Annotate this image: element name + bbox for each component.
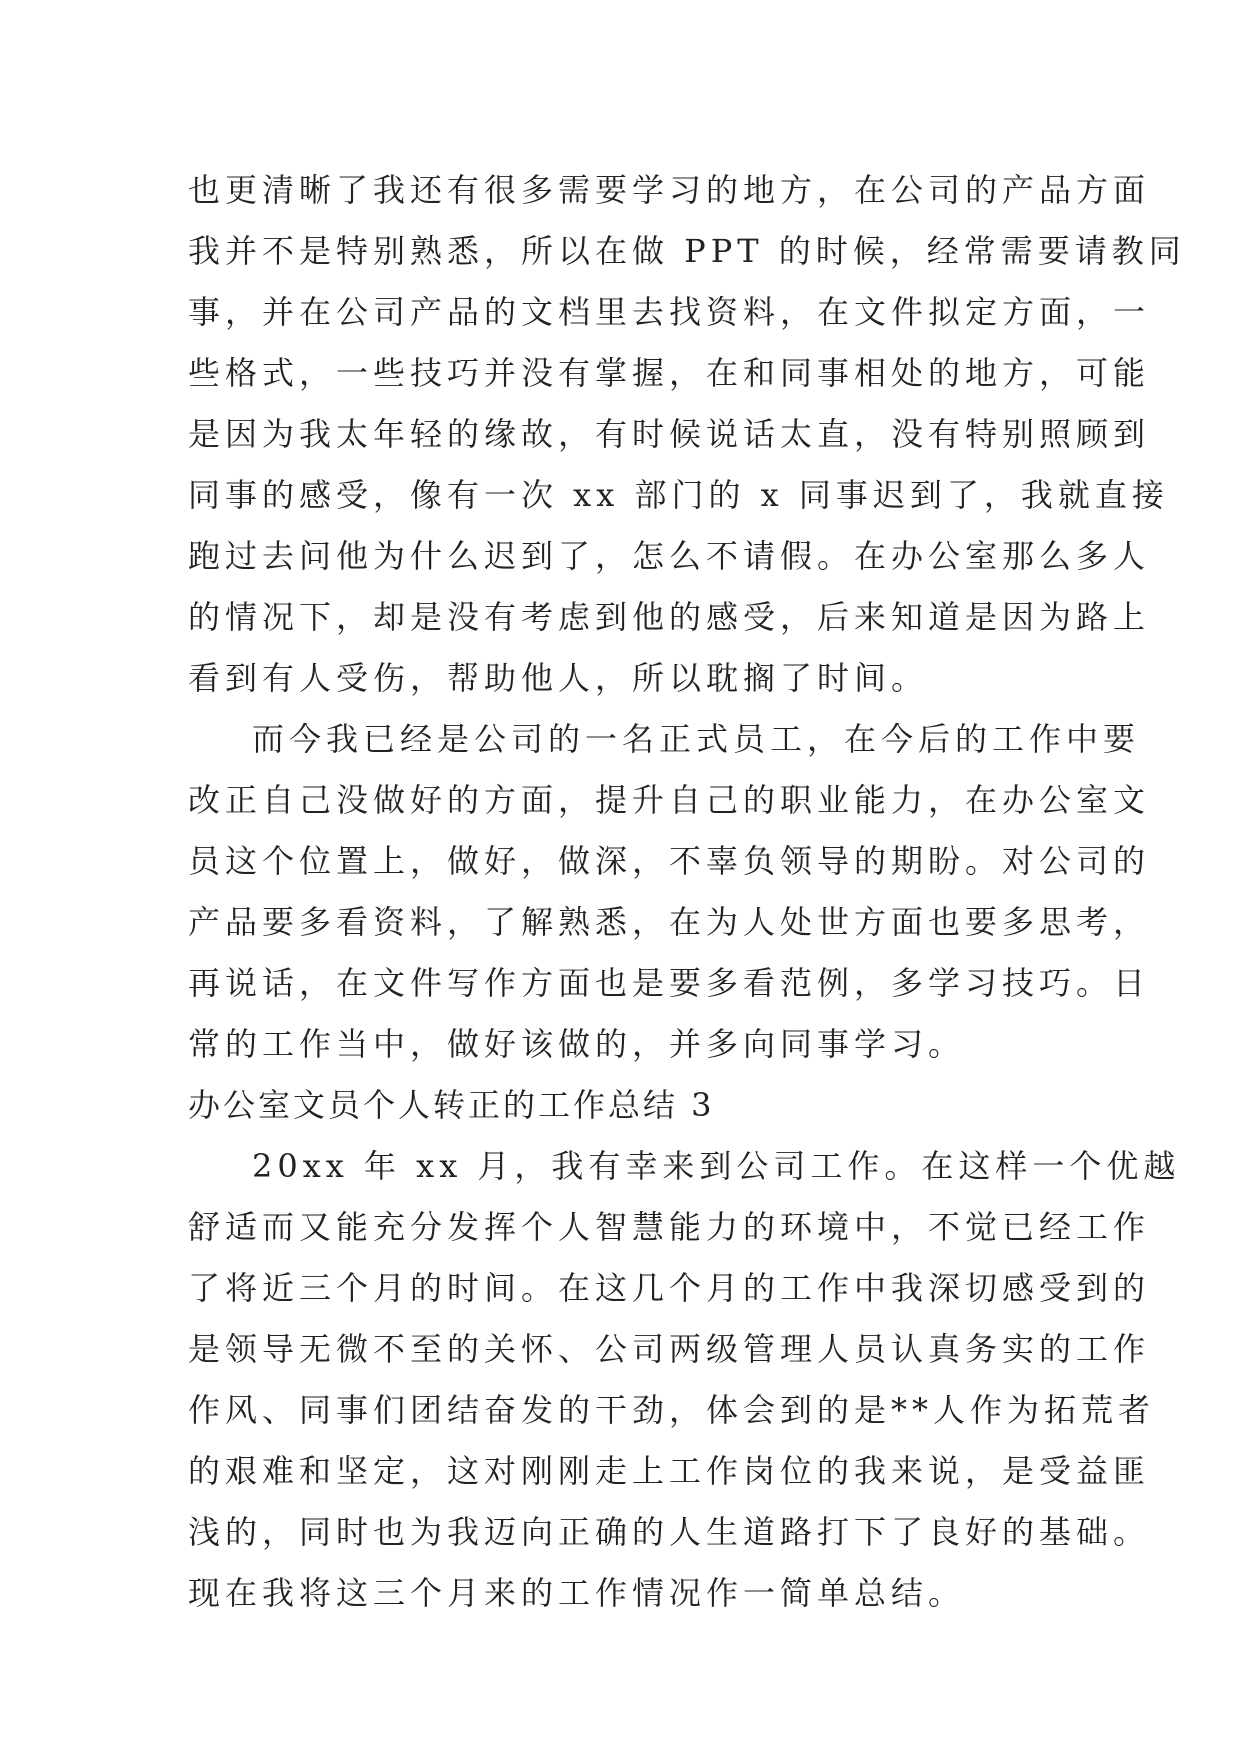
document-body	[188, 160, 1186, 1624]
text-line: 同事的感受，像有一次 xx 部门的 x 同事迟到了，我就直接	[188, 476, 1169, 514]
text-line: 常的工作当中，做好该做的，并多向同事学习。	[188, 1025, 966, 1063]
text-line: 了将近三个月的时间。在这几个月的工作中我深切感受到的	[188, 1269, 1151, 1307]
section-heading: 办公室文员个人转正的工作总结 3	[188, 1086, 715, 1124]
text-line: 我并不是特别熟悉，所以在做 PPT 的时候，经常需要请教同	[188, 232, 1186, 270]
text-line: 浅的，同时也为我迈向正确的人生道路打下了良好的基础。	[188, 1513, 1151, 1551]
text-line: 些格式，一些技巧并没有掌握，在和同事相处的地方，可能	[188, 354, 1151, 392]
text-line: 员这个位置上，做好，做深，不辜负领导的期盼。对公司的	[188, 842, 1151, 880]
text-line: 是因为我太年轻的缘故，有时候说话太直，没有特别照顾到	[188, 415, 1151, 453]
text-line: 改正自己没做好的方面，提升自己的职业能力，在办公室文	[188, 781, 1151, 819]
text-line: 事，并在公司产品的文档里去找资料，在文件拟定方面，一	[188, 293, 1151, 331]
text-line-indented: 而今我已经是公司的一名正式员工，在今后的工作中要	[252, 720, 1141, 758]
text-line: 作风、同事们团结奋发的干劲，体会到的是**人作为拓荒者	[188, 1391, 1156, 1429]
text-line: 再说话，在文件写作方面也是要多看范例，多学习技巧。日	[188, 964, 1151, 1002]
paragraph-1	[188, 160, 1186, 709]
paragraph-2	[188, 709, 1151, 1075]
text-line-indented: 20xx 年 xx 月，我有幸来到公司工作。在这样一个优越	[252, 1147, 1181, 1185]
text-line: 也更清晰了我还有很多需要学习的地方，在公司的产品方面	[188, 171, 1151, 209]
text-line: 舒适而又能充分发挥个人智慧能力的环境中，不觉已经工作	[188, 1208, 1151, 1246]
paragraph-3	[188, 1136, 1181, 1624]
text-line: 看到有人受伤，帮助他人，所以耽搁了时间。	[188, 659, 929, 697]
text-line: 现在我将这三个月来的工作情况作一简单总结。	[188, 1574, 966, 1612]
text-line: 产品要多看资料，了解熟悉，在为人处世方面也要多思考，	[188, 903, 1151, 941]
text-line: 的情况下，却是没有考虑到他的感受，后来知道是因为路上	[188, 598, 1151, 636]
text-line: 是领导无微不至的关怀、公司两级管理人员认真务实的工作	[188, 1330, 1151, 1368]
text-line: 的艰难和坚定，这对刚刚走上工作岗位的我来说，是受益匪	[188, 1452, 1151, 1490]
text-line: 跑过去问他为什么迟到了，怎么不请假。在办公室那么多人	[188, 537, 1151, 575]
